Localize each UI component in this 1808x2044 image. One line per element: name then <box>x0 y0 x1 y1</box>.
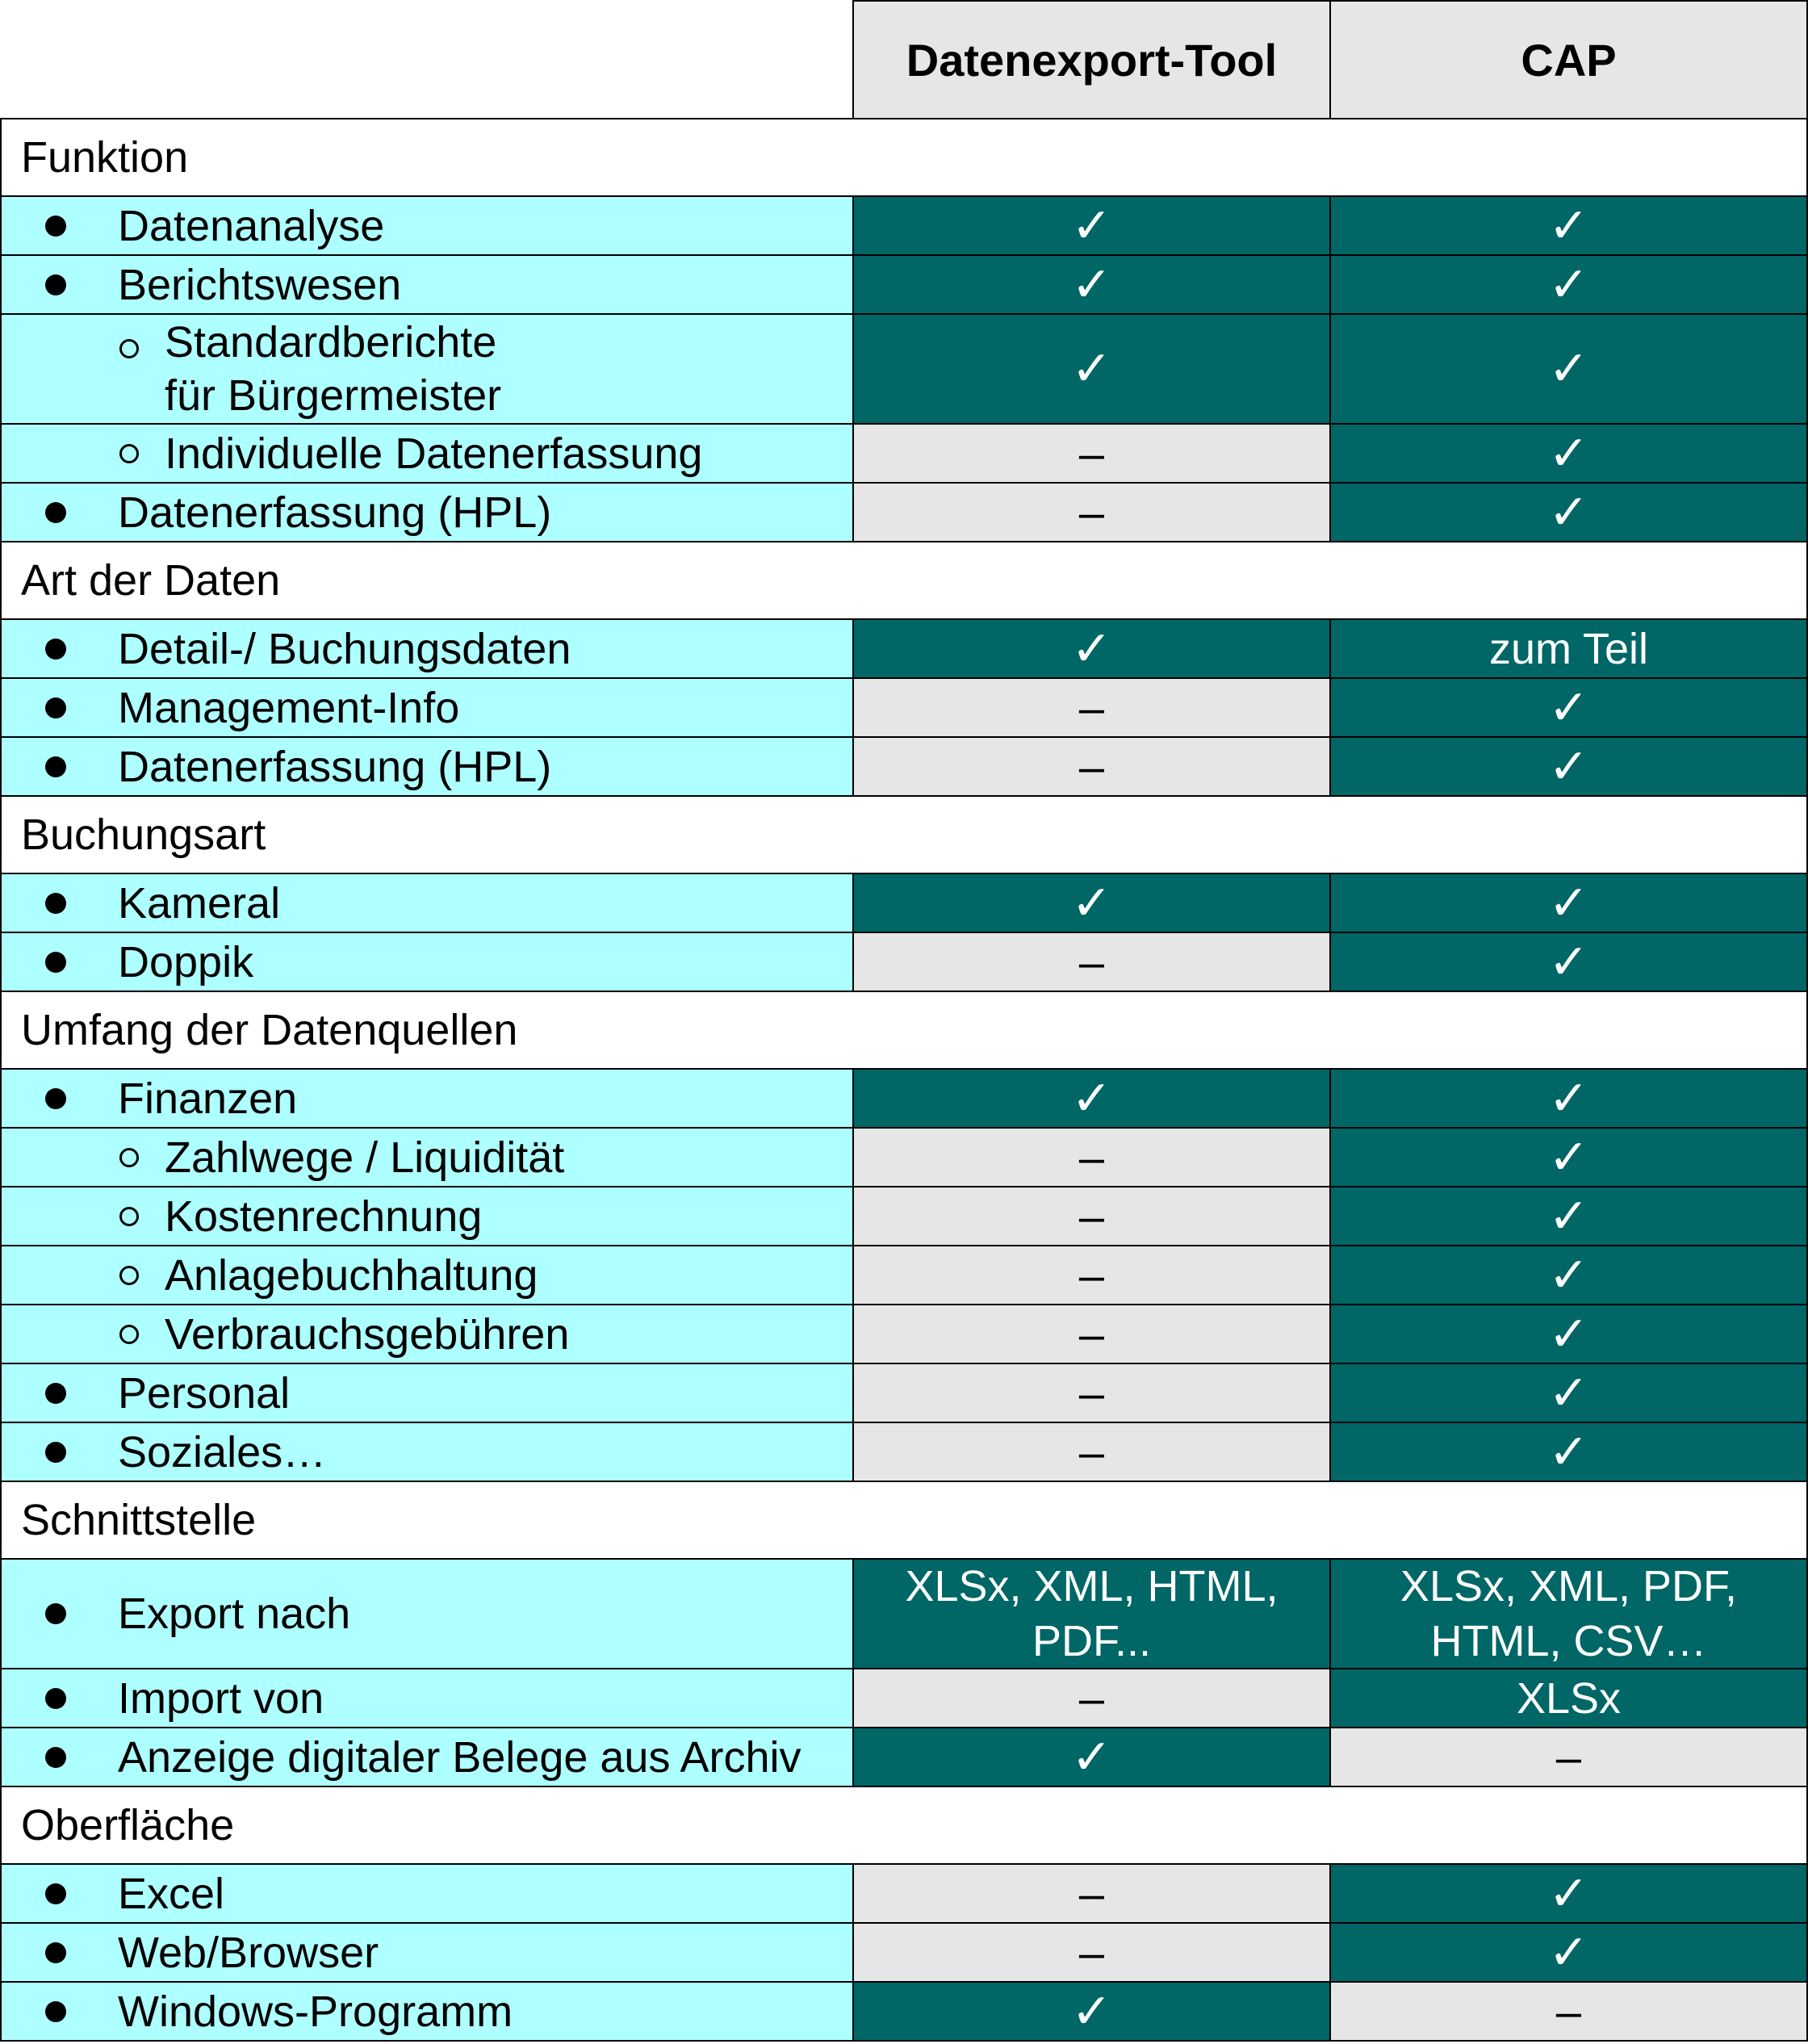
section-row <box>0 992 1808 1070</box>
check-icon: ✓ <box>1331 874 1808 933</box>
section-heading: Funktion <box>0 119 1808 197</box>
check-icon: ✓ <box>854 1983 1331 2042</box>
check-icon: ✓ <box>1331 1305 1808 1364</box>
table-row <box>0 1728 1808 1787</box>
table-row <box>0 1364 1808 1423</box>
check-icon: ✓ <box>1331 933 1808 992</box>
check-icon: ✓ <box>1331 1364 1808 1423</box>
row-label-cell <box>0 620 854 679</box>
row-label-cell <box>0 256 854 315</box>
bullet-disc-icon <box>45 1603 66 1624</box>
dash-icon: – <box>1331 1983 1808 2042</box>
row-label: Import von <box>118 1673 324 1723</box>
row-label-cell <box>0 484 854 542</box>
row-label: Standardberichte für Bürgermeister <box>165 318 502 420</box>
row-label: Zahlwege / Liquidität <box>165 1133 565 1182</box>
header-cap: CAP <box>1331 0 1808 119</box>
row-label: Datenerfassung (HPL) <box>118 488 552 537</box>
check-icon: ✓ <box>854 620 1331 679</box>
header-empty-cell <box>0 0 854 119</box>
bullet-disc-icon <box>45 2001 66 2022</box>
bullet-circle-icon <box>119 1325 139 1344</box>
row-label: Windows-Programm <box>118 1987 513 2036</box>
table-row <box>0 1246 1808 1305</box>
check-icon: ✓ <box>1331 738 1808 797</box>
bullet-circle-icon <box>119 1207 139 1226</box>
row-label: Datenerfassung (HPL) <box>118 742 552 791</box>
table-row <box>0 425 1808 484</box>
dash-icon: – <box>854 738 1331 797</box>
bullet-disc-icon <box>45 1942 66 1963</box>
row-label: Datenanalyse <box>118 201 385 250</box>
row-label: Individuelle Datenerfassung <box>165 429 703 478</box>
row-label-cell <box>0 1423 854 1482</box>
table-row <box>0 679 1808 738</box>
value-cap: XLSx, XML, PDF, HTML, CSV… <box>1331 1560 1808 1669</box>
header-datenexport-tool: Datenexport-Tool <box>854 0 1331 119</box>
check-icon: ✓ <box>854 256 1331 315</box>
check-icon: ✓ <box>1331 1865 1808 1924</box>
check-icon: ✓ <box>1331 1246 1808 1305</box>
dash-icon: – <box>854 1187 1331 1246</box>
table-row <box>0 1924 1808 1983</box>
dash-icon: – <box>854 679 1331 738</box>
dash-icon: – <box>1331 1728 1808 1787</box>
section-heading: Umfang der Datenquellen <box>0 992 1808 1070</box>
row-label: Export nach <box>118 1590 351 1638</box>
bullet-disc-icon <box>45 1747 66 1768</box>
table-header-row <box>0 0 1808 119</box>
check-icon: ✓ <box>1331 1187 1808 1246</box>
row-label: Kameral <box>118 878 281 928</box>
row-label-cell <box>0 874 854 933</box>
dash-icon: – <box>854 1246 1331 1305</box>
row-label: Personal <box>118 1368 291 1418</box>
row-label: Verbrauchsgebühren <box>165 1309 570 1359</box>
row-label-cell <box>0 1865 854 1924</box>
value-cap: XLSx <box>1331 1669 1808 1728</box>
bullet-disc-icon <box>45 697 66 718</box>
row-label-cell <box>0 1129 854 1187</box>
table-row <box>0 1070 1808 1129</box>
table-row <box>0 1865 1808 1924</box>
row-label: Doppik <box>118 937 254 986</box>
check-icon: ✓ <box>1331 679 1808 738</box>
dash-icon: – <box>854 1305 1331 1364</box>
check-icon: ✓ <box>1331 1129 1808 1187</box>
row-label: Anzeige digitaler Belege aus Archiv <box>118 1732 801 1782</box>
row-label: Soziales… <box>118 1427 327 1476</box>
row-label: Detail-/ Buchungsdaten <box>118 624 571 673</box>
section-row <box>0 1787 1808 1865</box>
bullet-disc-icon <box>45 274 66 295</box>
row-label-cell <box>0 679 854 738</box>
table-row <box>0 256 1808 315</box>
section-row <box>0 542 1808 620</box>
table-row <box>0 484 1808 542</box>
bullet-circle-icon <box>119 1148 139 1167</box>
row-label-cell <box>0 1669 854 1728</box>
check-icon: ✓ <box>854 1070 1331 1129</box>
table-row <box>0 1423 1808 1482</box>
bullet-disc-icon <box>45 1088 66 1109</box>
bullet-disc-icon <box>45 1442 66 1463</box>
bullet-disc-icon <box>45 1383 66 1404</box>
row-label-cell <box>0 1246 854 1305</box>
row-label: Finanzen <box>118 1074 298 1123</box>
check-icon: ✓ <box>1331 256 1808 315</box>
check-icon: ✓ <box>1331 1423 1808 1482</box>
dash-icon: – <box>854 1924 1331 1983</box>
row-label-cell <box>0 1305 854 1364</box>
table-row <box>0 315 1808 425</box>
check-icon: ✓ <box>1331 1070 1808 1129</box>
value-cap: zum Teil <box>1331 620 1808 679</box>
check-icon: ✓ <box>1331 1924 1808 1983</box>
table-row <box>0 1305 1808 1364</box>
dash-icon: – <box>854 1129 1331 1187</box>
check-icon: ✓ <box>854 1728 1331 1787</box>
table-row <box>0 738 1808 797</box>
section-row <box>0 119 1808 197</box>
section-row <box>0 797 1808 874</box>
check-icon: ✓ <box>1331 315 1808 425</box>
check-icon: ✓ <box>854 197 1331 256</box>
section-heading: Schnittstelle <box>0 1482 1808 1560</box>
bullet-circle-icon <box>119 1266 139 1285</box>
row-label-cell <box>0 1560 854 1669</box>
section-heading: Buchungsart <box>0 797 1808 874</box>
table-row <box>0 933 1808 992</box>
row-label-cell <box>0 425 854 484</box>
row-label-cell <box>0 197 854 256</box>
table-row <box>0 1187 1808 1246</box>
bullet-disc-icon <box>45 952 66 973</box>
dash-icon: – <box>854 1865 1331 1924</box>
bullet-circle-icon <box>119 339 139 358</box>
row-label-cell <box>0 1924 854 1983</box>
bullet-disc-icon <box>45 893 66 914</box>
table-row <box>0 1983 1808 2042</box>
row-label-cell <box>0 1187 854 1246</box>
row-label-cell <box>0 1364 854 1423</box>
table-row <box>0 1560 1808 1669</box>
bullet-disc-icon <box>45 216 66 237</box>
table-row <box>0 874 1808 933</box>
check-icon: ✓ <box>1331 484 1808 542</box>
section-heading: Art der Daten <box>0 542 1808 620</box>
section-row <box>0 1482 1808 1560</box>
check-icon: ✓ <box>854 874 1331 933</box>
row-label: Management-Info <box>118 683 460 732</box>
table-row <box>0 197 1808 256</box>
dash-icon: – <box>854 425 1331 484</box>
bullet-disc-icon <box>45 639 66 660</box>
dash-icon: – <box>854 1423 1331 1482</box>
row-label: Berichtswesen <box>118 260 402 309</box>
check-icon: ✓ <box>854 315 1331 425</box>
dash-icon: – <box>854 1669 1331 1728</box>
bullet-disc-icon <box>45 756 66 777</box>
row-label-cell <box>0 1983 854 2042</box>
bullet-disc-icon <box>45 1688 66 1709</box>
row-label-cell <box>0 933 854 992</box>
check-icon: ✓ <box>1331 425 1808 484</box>
row-label: Anlagebuchhaltung <box>165 1250 538 1300</box>
dash-icon: – <box>854 1364 1331 1423</box>
table-row <box>0 1129 1808 1187</box>
section-heading: Oberfläche <box>0 1787 1808 1865</box>
bullet-circle-icon <box>119 444 139 463</box>
row-label: Web/Browser <box>118 1928 379 1977</box>
table-row <box>0 620 1808 679</box>
row-label-cell <box>0 315 854 425</box>
row-label: Excel <box>118 1869 225 1918</box>
row-label: Kostenrechnung <box>165 1192 483 1241</box>
row-label-cell <box>0 1070 854 1129</box>
value-datenexport-tool: XLSx, XML, HTML, PDF... <box>854 1560 1331 1669</box>
row-label-cell <box>0 1728 854 1787</box>
table-row <box>0 1669 1808 1728</box>
check-icon: ✓ <box>1331 197 1808 256</box>
dash-icon: – <box>854 484 1331 542</box>
row-label-cell <box>0 738 854 797</box>
bullet-disc-icon <box>45 1883 66 1904</box>
dash-icon: – <box>854 933 1331 992</box>
bullet-disc-icon <box>45 502 66 523</box>
